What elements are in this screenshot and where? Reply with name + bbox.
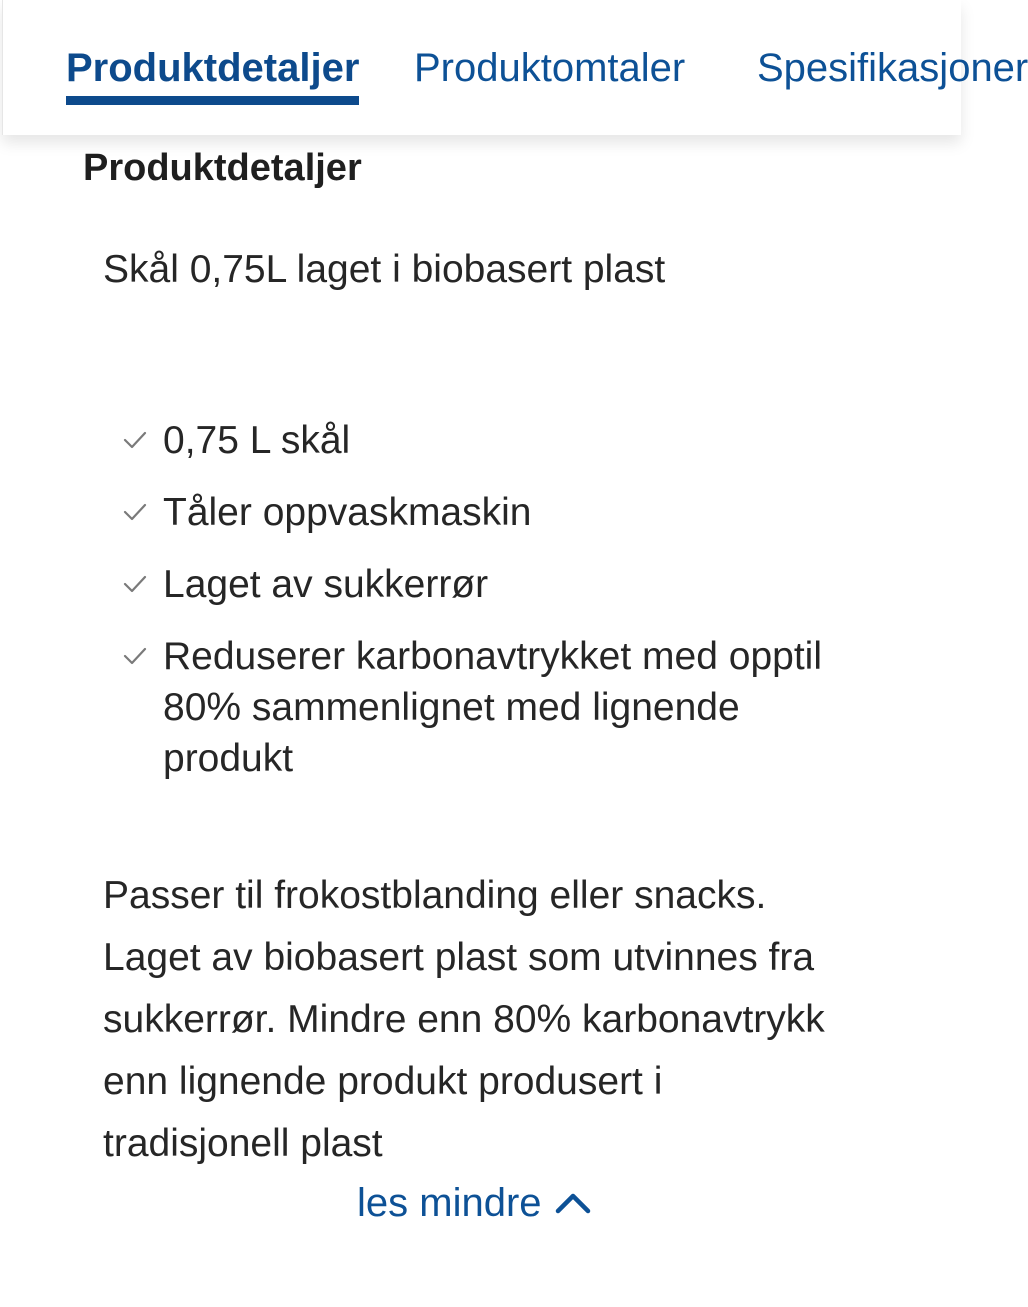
- description-line: enn lignende produkt produsert i: [103, 1060, 663, 1103]
- tab-specifications-label: Spesifikasjoner: [757, 46, 1028, 90]
- check-icon: [122, 501, 148, 523]
- tab-product-details[interactable]: [66, 44, 359, 92]
- product-description: [103, 865, 903, 1175]
- feature-text: Tåler oppvaskmaskin: [163, 491, 532, 534]
- section-heading: Produktdetaljer: [83, 147, 362, 189]
- chevron-up-icon: [554, 1190, 592, 1214]
- active-tab-indicator: [66, 96, 359, 105]
- show-less-label: les mindre: [357, 1181, 542, 1225]
- tab-product-reviews[interactable]: [414, 44, 685, 92]
- product-tabbar: [2, 0, 1028, 135]
- feature-text: 0,75 L skål: [163, 419, 351, 462]
- feature-item: [122, 559, 822, 610]
- description-line: sukkerrør. Mindre enn 80% karbonavtrykk: [103, 998, 825, 1041]
- feature-list: [122, 415, 822, 805]
- check-icon: [122, 645, 148, 667]
- check-icon: [122, 573, 148, 595]
- tab-specifications[interactable]: [757, 44, 1028, 92]
- feature-item: [122, 487, 822, 538]
- feature-item: [122, 631, 822, 784]
- feature-item: [122, 415, 822, 466]
- tab-product-details-label: Produktdetaljer: [66, 46, 360, 90]
- product-subtitle: Skål 0,75L laget i biobasert plast: [103, 248, 666, 291]
- description-line: tradisjonell plast: [103, 1122, 383, 1165]
- check-icon: [122, 429, 148, 451]
- feature-text: Reduserer karbonavtrykket med opptil 80% sammenlignet med lignende produkt: [163, 635, 822, 780]
- feature-text: Laget av sukkerrør: [163, 563, 489, 606]
- description-line: Passer til frokostblanding eller snacks.: [103, 874, 767, 917]
- description-line: Laget av biobasert plast som utvinnes fra: [103, 936, 815, 979]
- tab-product-reviews-label: Produktomtaler: [414, 46, 686, 90]
- show-less-link[interactable]: [357, 1178, 592, 1228]
